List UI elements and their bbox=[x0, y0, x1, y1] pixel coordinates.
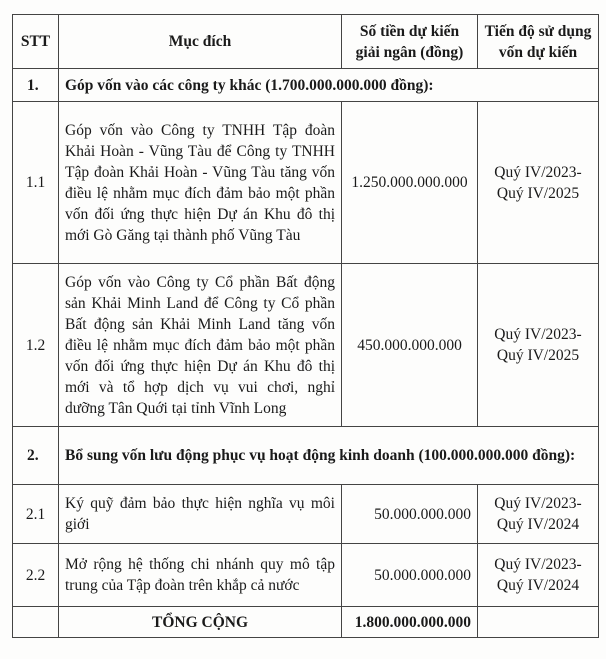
total-amount: 1.800.000.000.000 bbox=[342, 607, 478, 638]
row-purpose: Mở rộng hệ thống chi nhánh quy mô tập trung của Tập đoàn trên khắp cả nước bbox=[59, 544, 342, 607]
row-number: 2.2 bbox=[13, 544, 59, 607]
row-number: 1.2 bbox=[13, 264, 59, 427]
section-row-2 bbox=[13, 427, 599, 485]
progress-end: Quý IV/2025 bbox=[496, 347, 580, 364]
row-amount: 450.000.000.000 bbox=[342, 264, 478, 427]
table-row bbox=[13, 102, 599, 264]
row-number: 1.1 bbox=[13, 102, 59, 264]
section-title: Góp vốn vào các công ty khác (1.700.000.000.000 đồng): bbox=[59, 69, 599, 102]
section-number: 1. bbox=[13, 69, 59, 102]
total-stt-blank bbox=[13, 607, 59, 638]
table-row bbox=[13, 264, 599, 427]
header-amount: Số tiền dự kiến giải ngân (đồng) bbox=[342, 15, 478, 69]
section-title: Bổ sung vốn lưu động phục vụ hoạt động kinh doanh (100.000.000.000 đồng): bbox=[59, 427, 599, 485]
row-amount: 50.000.000.000 bbox=[342, 485, 478, 544]
progress-start: Quý IV/2023- bbox=[494, 326, 582, 343]
progress-start: Quý IV/2023- bbox=[494, 556, 582, 573]
total-row bbox=[13, 607, 599, 638]
row-progress bbox=[478, 485, 599, 544]
progress-end: Quý IV/2024 bbox=[496, 516, 580, 533]
row-progress bbox=[478, 264, 599, 427]
table-row bbox=[13, 485, 599, 544]
header-purpose: Mục đích bbox=[59, 15, 342, 69]
header-progress: Tiến độ sử dụng vốn dự kiến bbox=[478, 15, 599, 69]
header-stt: STT bbox=[13, 15, 59, 69]
progress-start: Quý IV/2023- bbox=[494, 163, 582, 181]
section-number: 2. bbox=[13, 427, 59, 485]
table-row bbox=[13, 544, 599, 607]
row-purpose: Góp vốn vào Công ty Cổ phần Bất động sản Khải Minh Land để Công ty Cổ phần Bất động sản Khải Minh Land tăng vốn điều lệ nhằm mục đích đảm bảo một phần vốn đối ứng thực hiện Dự án Khu đô thị mới và tổ hợp dịch vụ vui chơi, nghỉ dưỡng Tân Quới tại tỉnh Vĩnh Long bbox=[59, 264, 342, 427]
row-progress bbox=[478, 102, 599, 264]
progress-start: Quý IV/2023- bbox=[494, 495, 582, 512]
total-progress-blank bbox=[478, 607, 599, 638]
table-header-row bbox=[13, 15, 599, 69]
row-amount: 50.000.000.000 bbox=[342, 544, 478, 607]
capital-allocation-table bbox=[12, 14, 599, 638]
progress-end: Quý IV/2025 bbox=[496, 184, 580, 202]
row-progress bbox=[478, 544, 599, 607]
row-purpose: Góp vốn vào Công ty TNHH Tập đoàn Khải Hoàn - Vũng Tàu để Công ty TNHH Tập đoàn Khải Hoàn - Vũng Tàu tăng vốn điều lệ nhằm mục đích đảm bảo một phần vốn đối ứng thực hiện Dự án Khu đô thị mới Gò Găng tại thành phố Vũng Tàu bbox=[59, 102, 342, 264]
row-purpose: Ký quỹ đảm bảo thực hiện nghĩa vụ môi giới bbox=[59, 485, 342, 544]
progress-end: Quý IV/2024 bbox=[496, 577, 580, 594]
section-row-1 bbox=[13, 69, 599, 102]
row-number: 2.1 bbox=[13, 485, 59, 544]
total-label: TỔNG CỘNG bbox=[59, 607, 342, 638]
row-amount: 1.250.000.000.000 bbox=[342, 102, 478, 264]
